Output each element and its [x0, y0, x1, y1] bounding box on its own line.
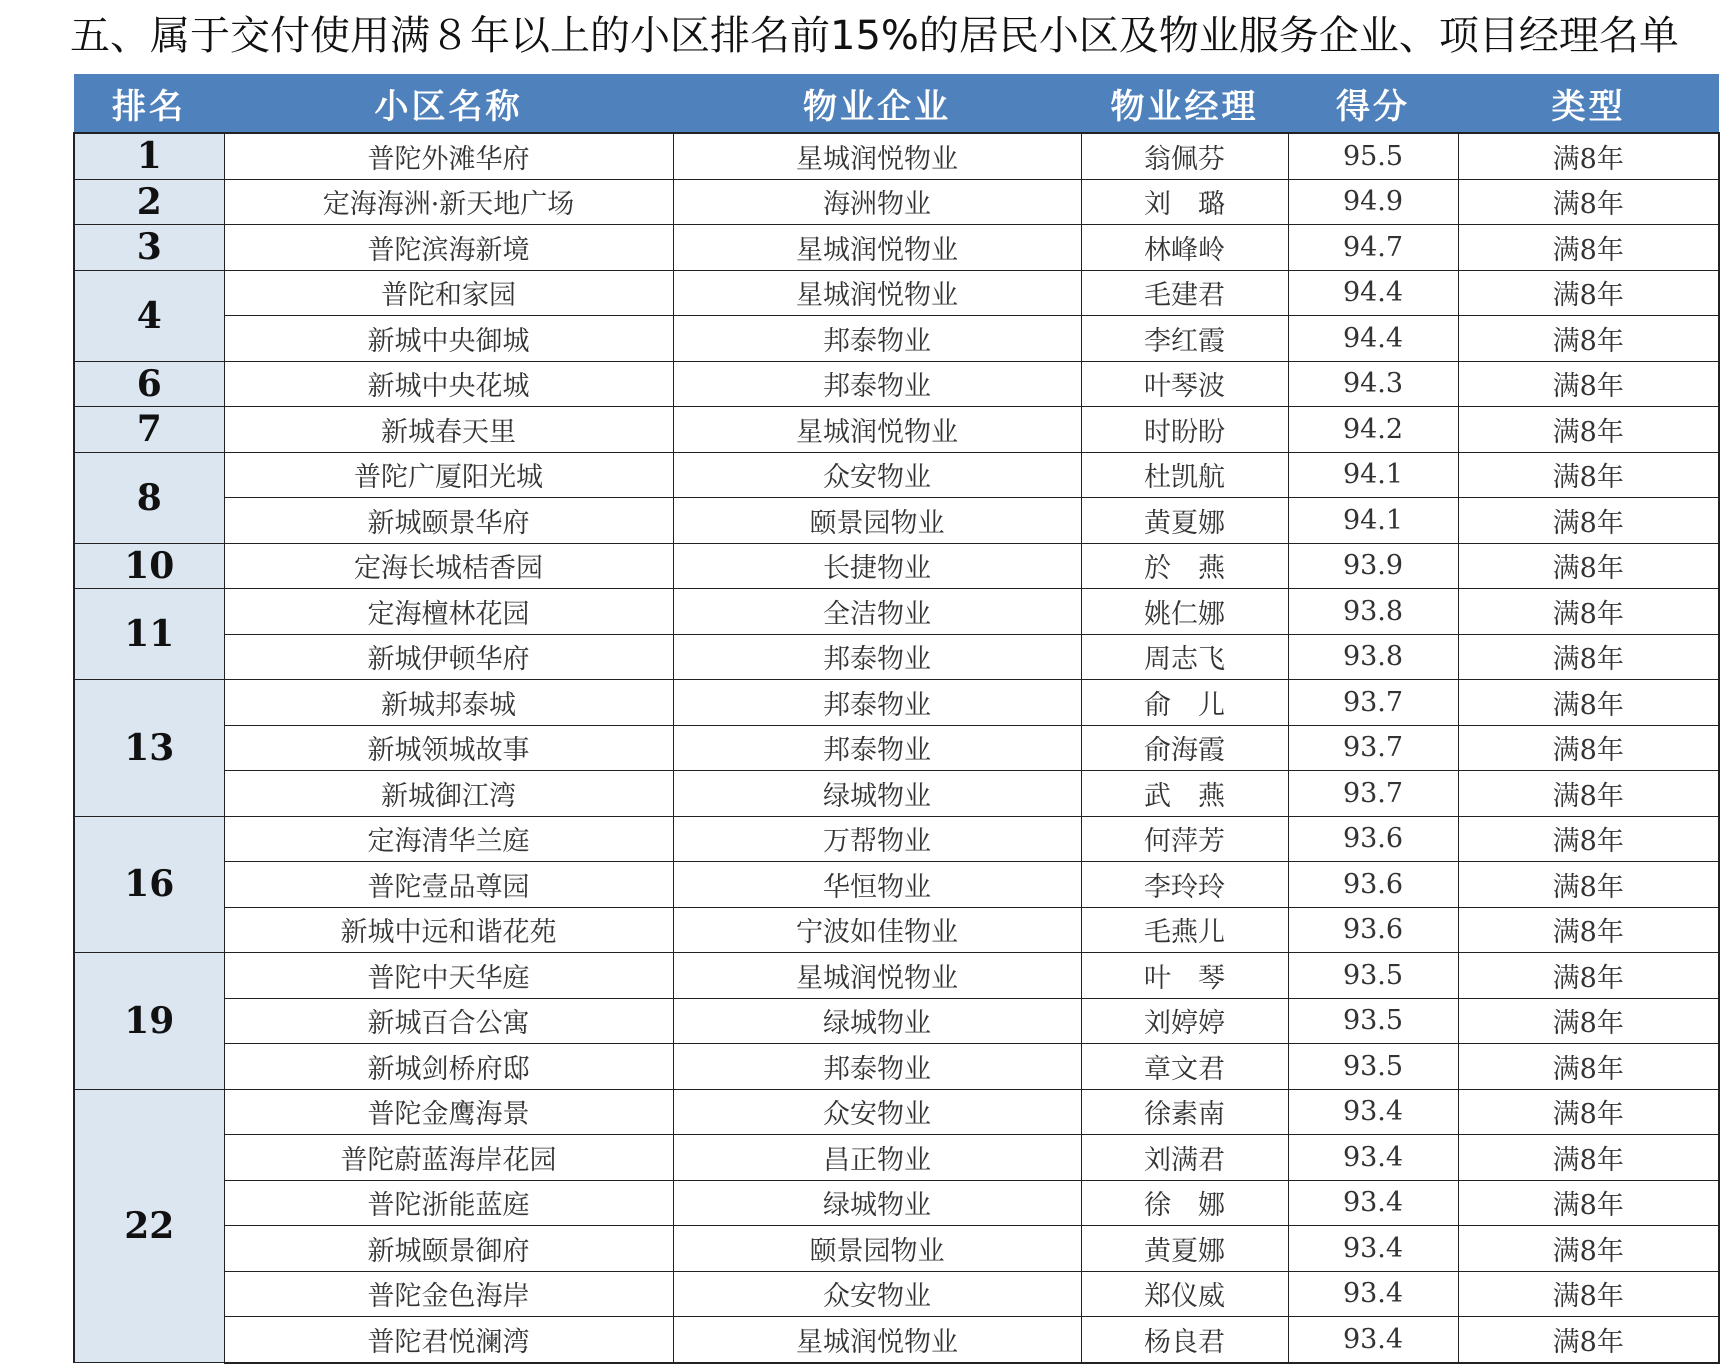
company-cell: 众安物业 — [673, 1271, 1081, 1317]
score-cell: 94.4 — [1288, 270, 1458, 316]
community-cell: 普陀金鹰海景 — [224, 1089, 673, 1135]
company-cell: 颐景园物业 — [673, 1226, 1081, 1272]
table-body — [74, 133, 1719, 1363]
score-cell: 93.5 — [1288, 953, 1458, 999]
community-cell: 普陀壹品尊园 — [224, 862, 673, 908]
manager-cell: 俞海霞 — [1081, 725, 1288, 771]
company-cell: 星城润悦物业 — [673, 133, 1081, 179]
table-row — [74, 1180, 1719, 1226]
rank-cell: 3 — [74, 225, 224, 271]
company-cell: 邦泰物业 — [673, 361, 1081, 407]
manager-cell: 武 燕 — [1081, 771, 1288, 817]
score-cell: 93.6 — [1288, 862, 1458, 908]
company-cell: 邦泰物业 — [673, 634, 1081, 680]
type-cell: 满8年 — [1458, 1226, 1719, 1272]
score-cell: 94.7 — [1288, 225, 1458, 271]
manager-cell: 林峰岭 — [1081, 225, 1288, 271]
table-row — [74, 543, 1719, 589]
table-row — [74, 361, 1719, 407]
community-cell: 新城领城故事 — [224, 725, 673, 771]
community-cell: 新城颐景御府 — [224, 1226, 673, 1272]
header-manager: 物业经理 — [1081, 74, 1288, 133]
community-cell: 新城中央花城 — [224, 361, 673, 407]
manager-cell: 毛建君 — [1081, 270, 1288, 316]
community-cell: 普陀浙能蓝庭 — [224, 1180, 673, 1226]
score-cell: 93.4 — [1288, 1271, 1458, 1317]
rank-cell: 19 — [74, 953, 224, 1090]
company-cell: 星城润悦物业 — [673, 407, 1081, 453]
type-cell: 满8年 — [1458, 1089, 1719, 1135]
table-row — [74, 998, 1719, 1044]
header-type: 类型 — [1458, 74, 1719, 133]
table-row — [74, 225, 1719, 271]
score-cell: 93.4 — [1288, 1135, 1458, 1181]
table-row — [74, 634, 1719, 680]
type-cell: 满8年 — [1458, 407, 1719, 453]
manager-cell: 黄夏娜 — [1081, 498, 1288, 544]
community-cell: 普陀蔚蓝海岸花园 — [224, 1135, 673, 1181]
community-cell: 新城中远和谐花苑 — [224, 907, 673, 953]
company-cell: 星城润悦物业 — [673, 225, 1081, 271]
table-row — [74, 179, 1719, 225]
community-cell: 新城中央御城 — [224, 316, 673, 362]
manager-cell: 刘 璐 — [1081, 179, 1288, 225]
header-company: 物业企业 — [673, 74, 1081, 133]
manager-cell: 黄夏娜 — [1081, 1226, 1288, 1272]
score-cell: 93.5 — [1288, 1044, 1458, 1090]
score-cell: 93.8 — [1288, 589, 1458, 635]
company-cell: 星城润悦物业 — [673, 953, 1081, 999]
company-cell: 绿城物业 — [673, 998, 1081, 1044]
manager-cell: 毛燕儿 — [1081, 907, 1288, 953]
company-cell: 邦泰物业 — [673, 680, 1081, 726]
manager-cell: 郑仪威 — [1081, 1271, 1288, 1317]
community-cell: 新城百合公寓 — [224, 998, 673, 1044]
table-row — [74, 816, 1719, 862]
company-cell: 星城润悦物业 — [673, 1317, 1081, 1363]
manager-cell: 周志飞 — [1081, 634, 1288, 680]
type-cell: 满8年 — [1458, 1180, 1719, 1226]
company-cell: 星城润悦物业 — [673, 270, 1081, 316]
score-cell: 94.1 — [1288, 498, 1458, 544]
score-cell: 93.4 — [1288, 1089, 1458, 1135]
table-row — [74, 133, 1719, 179]
table-row — [74, 1044, 1719, 1090]
type-cell: 满8年 — [1458, 452, 1719, 498]
manager-cell: 俞 儿 — [1081, 680, 1288, 726]
manager-cell: 刘满君 — [1081, 1135, 1288, 1181]
table-row — [74, 498, 1719, 544]
company-cell: 众安物业 — [673, 1089, 1081, 1135]
type-cell: 满8年 — [1458, 498, 1719, 544]
type-cell: 满8年 — [1458, 543, 1719, 589]
community-cell: 新城颐景华府 — [224, 498, 673, 544]
type-cell: 满8年 — [1458, 270, 1719, 316]
header-score: 得分 — [1288, 74, 1458, 133]
type-cell: 满8年 — [1458, 1271, 1719, 1317]
community-cell: 新城剑桥府邸 — [224, 1044, 673, 1090]
score-cell: 94.9 — [1288, 179, 1458, 225]
manager-cell: 徐 娜 — [1081, 1180, 1288, 1226]
score-cell: 94.1 — [1288, 452, 1458, 498]
table-row — [74, 725, 1719, 771]
manager-cell: 何萍芳 — [1081, 816, 1288, 862]
type-cell: 满8年 — [1458, 1044, 1719, 1090]
community-cell: 普陀广厦阳光城 — [224, 452, 673, 498]
company-cell: 长捷物业 — [673, 543, 1081, 589]
rank-cell: 1 — [74, 133, 224, 179]
manager-cell: 李红霞 — [1081, 316, 1288, 362]
header-rank: 排名 — [74, 74, 224, 133]
type-cell: 满8年 — [1458, 634, 1719, 680]
table-row — [74, 862, 1719, 908]
community-cell: 定海海洲·新天地广场 — [224, 179, 673, 225]
type-cell: 满8年 — [1458, 133, 1719, 179]
score-cell: 93.7 — [1288, 680, 1458, 726]
table-row — [74, 407, 1719, 453]
manager-cell: 章文君 — [1081, 1044, 1288, 1090]
page-title: 五、属于交付使用满８年以上的小区排名前15%的居民小区及物业服务企业、项目经理名单 — [70, 13, 1679, 59]
table-row — [74, 953, 1719, 999]
manager-cell: 李玲玲 — [1081, 862, 1288, 908]
community-cell: 定海檀林花园 — [224, 589, 673, 635]
table-row — [74, 452, 1719, 498]
company-cell: 颐景园物业 — [673, 498, 1081, 544]
type-cell: 满8年 — [1458, 361, 1719, 407]
rank-cell: 11 — [74, 589, 224, 680]
type-cell: 满8年 — [1458, 225, 1719, 271]
rank-cell: 2 — [74, 179, 224, 225]
community-cell: 新城邦泰城 — [224, 680, 673, 726]
community-cell: 定海清华兰庭 — [224, 816, 673, 862]
manager-cell: 杜凯航 — [1081, 452, 1288, 498]
rank-cell: 13 — [74, 680, 224, 817]
type-cell: 满8年 — [1458, 680, 1719, 726]
score-cell: 93.6 — [1288, 907, 1458, 953]
table-row — [74, 1317, 1719, 1363]
type-cell: 满8年 — [1458, 953, 1719, 999]
type-cell: 满8年 — [1458, 179, 1719, 225]
table-row — [74, 589, 1719, 635]
score-cell: 93.5 — [1288, 998, 1458, 1044]
community-cell: 普陀中天华庭 — [224, 953, 673, 999]
company-cell: 邦泰物业 — [673, 725, 1081, 771]
score-cell: 93.8 — [1288, 634, 1458, 680]
community-cell: 普陀和家园 — [224, 270, 673, 316]
manager-cell: 刘婷婷 — [1081, 998, 1288, 1044]
type-cell: 满8年 — [1458, 998, 1719, 1044]
company-cell: 邦泰物业 — [673, 316, 1081, 362]
rank-cell: 22 — [74, 1089, 224, 1363]
table-row — [74, 1089, 1719, 1135]
score-cell: 93.4 — [1288, 1226, 1458, 1272]
company-cell: 绿城物业 — [673, 1180, 1081, 1226]
manager-cell: 翁佩芬 — [1081, 133, 1288, 179]
community-cell: 新城春天里 — [224, 407, 673, 453]
type-cell: 满8年 — [1458, 1135, 1719, 1181]
manager-cell: 叶琴波 — [1081, 361, 1288, 407]
company-cell: 众安物业 — [673, 452, 1081, 498]
rank-cell: 7 — [74, 407, 224, 453]
score-cell: 95.5 — [1288, 133, 1458, 179]
table-row — [74, 316, 1719, 362]
type-cell: 满8年 — [1458, 816, 1719, 862]
company-cell: 万帮物业 — [673, 816, 1081, 862]
manager-cell: 叶 琴 — [1081, 953, 1288, 999]
score-cell: 93.9 — [1288, 543, 1458, 589]
ranking-table — [73, 74, 1720, 1364]
community-cell: 定海长城桔香园 — [224, 543, 673, 589]
community-cell: 新城伊顿华府 — [224, 634, 673, 680]
type-cell: 满8年 — [1458, 771, 1719, 817]
table-row — [74, 1135, 1719, 1181]
type-cell: 满8年 — [1458, 862, 1719, 908]
type-cell: 满8年 — [1458, 907, 1719, 953]
type-cell: 满8年 — [1458, 1317, 1719, 1363]
community-cell: 新城御江湾 — [224, 771, 673, 817]
community-cell: 普陀滨海新境 — [224, 225, 673, 271]
company-cell: 邦泰物业 — [673, 1044, 1081, 1090]
rank-cell: 10 — [74, 543, 224, 589]
score-cell: 93.7 — [1288, 725, 1458, 771]
table-row — [74, 771, 1719, 817]
table-row — [74, 680, 1719, 726]
company-cell: 华恒物业 — [673, 862, 1081, 908]
score-cell: 94.4 — [1288, 316, 1458, 362]
table-row — [74, 1226, 1719, 1272]
manager-cell: 姚仁娜 — [1081, 589, 1288, 635]
community-cell: 普陀外滩华府 — [224, 133, 673, 179]
table-row — [74, 1271, 1719, 1317]
type-cell: 满8年 — [1458, 316, 1719, 362]
company-cell: 全洁物业 — [673, 589, 1081, 635]
score-cell: 94.3 — [1288, 361, 1458, 407]
rank-cell: 6 — [74, 361, 224, 407]
table-row — [74, 907, 1719, 953]
table-row — [74, 270, 1719, 316]
company-cell: 海洲物业 — [673, 179, 1081, 225]
score-cell: 93.4 — [1288, 1180, 1458, 1226]
table-header-row — [74, 74, 1719, 133]
rank-cell: 8 — [74, 452, 224, 543]
company-cell: 宁波如佳物业 — [673, 907, 1081, 953]
manager-cell: 杨良君 — [1081, 1317, 1288, 1363]
company-cell: 昌正物业 — [673, 1135, 1081, 1181]
rank-cell: 16 — [74, 816, 224, 953]
manager-cell: 时盼盼 — [1081, 407, 1288, 453]
community-cell: 普陀金色海岸 — [224, 1271, 673, 1317]
community-cell: 普陀君悦澜湾 — [224, 1317, 673, 1363]
header-community: 小区名称 — [224, 74, 673, 133]
rank-cell: 4 — [74, 270, 224, 361]
score-cell: 94.2 — [1288, 407, 1458, 453]
score-cell: 93.6 — [1288, 816, 1458, 862]
score-cell: 93.7 — [1288, 771, 1458, 817]
manager-cell: 於 燕 — [1081, 543, 1288, 589]
manager-cell: 徐素南 — [1081, 1089, 1288, 1135]
score-cell: 93.4 — [1288, 1317, 1458, 1363]
type-cell: 满8年 — [1458, 589, 1719, 635]
type-cell: 满8年 — [1458, 725, 1719, 771]
company-cell: 绿城物业 — [673, 771, 1081, 817]
